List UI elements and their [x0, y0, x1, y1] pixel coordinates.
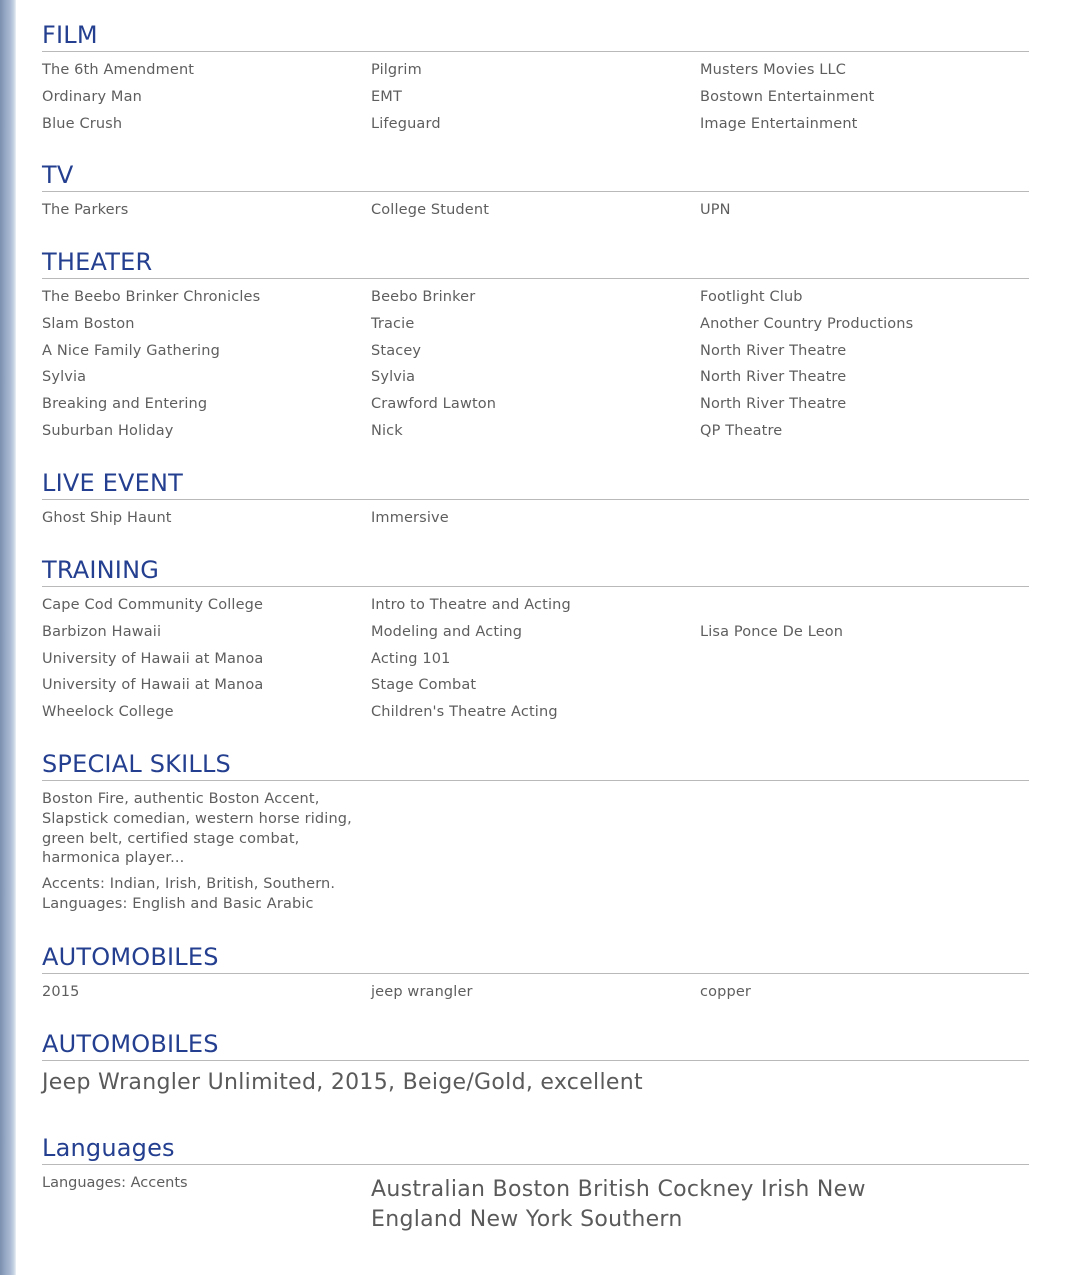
automobile-detail: Jeep Wrangler Unlimited, 2015, Beige/Gold, excellent — [42, 1070, 643, 1095]
role: Sylvia — [371, 369, 416, 386]
project-title: Breaking and Entering — [42, 396, 208, 413]
school: University of Hawaii at Manoa — [42, 677, 264, 694]
theater-credit-row — [42, 315, 1029, 342]
automobile-row — [42, 983, 1029, 1010]
section-title-film: FILM — [42, 21, 98, 49]
languages-label: Languages: Accents — [42, 1175, 188, 1191]
role: Stacey — [371, 342, 422, 359]
special-skills-body — [42, 790, 1029, 915]
company: UPN — [700, 202, 731, 218]
film-credit-row — [42, 115, 1029, 142]
role: Nick — [371, 422, 403, 439]
company: North River Theatre — [700, 342, 847, 359]
section-automobiles — [42, 942, 1029, 1010]
vehicle-color: copper — [700, 984, 752, 1000]
automobile-detail-body — [42, 1068, 1029, 1098]
section-divider — [42, 586, 1029, 587]
school: Wheelock College — [42, 704, 174, 721]
role: College Student — [371, 202, 490, 218]
project-title: Blue Crush — [42, 115, 123, 132]
theater-credit-row — [42, 368, 1029, 395]
tv-credit-row — [42, 201, 1029, 228]
role: Lifeguard — [371, 115, 441, 132]
training-row — [42, 650, 1029, 677]
school: Cape Cod Community College — [42, 597, 264, 613]
project-title: Ghost Ship Haunt — [42, 510, 172, 526]
languages-row — [42, 1174, 1029, 1235]
instructor — [700, 676, 1029, 703]
theater-credits-list — [42, 288, 1029, 449]
course: Children's Theatre Acting — [371, 704, 558, 721]
section-title-special-skills: SPECIAL SKILLS — [42, 750, 231, 778]
company — [700, 509, 1029, 536]
film-credit-row — [42, 88, 1029, 115]
training-row — [42, 703, 1029, 730]
section-title-automobiles: AUTOMOBILES — [42, 943, 219, 971]
vehicle-model: jeep wrangler — [371, 984, 473, 1000]
section-live-event — [42, 468, 1029, 536]
project-title: The 6th Amendment — [42, 62, 195, 78]
company: Another Country Productions — [700, 315, 914, 332]
role: Beebo Brinker — [371, 289, 476, 305]
skills-paragraph: Boston Fire, authentic Boston Accent, Slapstick comedian, western horse riding, green belt, certified stage combat, harmonica player... — [42, 791, 352, 867]
left-border-bar — [0, 0, 16, 1275]
vehicle-year: 2015 — [42, 984, 80, 1000]
role: Tracie — [371, 315, 415, 332]
company: QP Theatre — [700, 422, 783, 439]
instructor — [700, 596, 1029, 623]
company: North River Theatre — [700, 396, 847, 413]
live-event-list — [42, 509, 1029, 536]
company: Footlight Club — [700, 289, 803, 305]
live-event-row — [42, 509, 1029, 536]
section-divider — [42, 191, 1029, 192]
accents-languages-paragraph: Accents: Indian, Irish, British, Southern. Languages: English and Basic Arabic — [42, 876, 336, 912]
training-row — [42, 623, 1029, 650]
theater-credit-row — [42, 288, 1029, 315]
company: North River Theatre — [700, 369, 847, 386]
languages-values: Australian Boston British Cockney Irish New England New York Southern — [371, 1177, 866, 1232]
training-list — [42, 596, 1029, 730]
section-title-live-event: LIVE EVENT — [42, 469, 184, 497]
course: Modeling and Acting — [371, 623, 523, 640]
theater-credit-row — [42, 395, 1029, 422]
theater-credit-row — [42, 422, 1029, 449]
company: Image Entertainment — [700, 115, 858, 132]
role: Immersive — [371, 510, 449, 526]
instructor — [700, 650, 1029, 677]
section-divider — [42, 499, 1029, 500]
instructor: Lisa Ponce De Leon — [700, 623, 844, 640]
film-credit-row — [42, 61, 1029, 88]
instructor — [700, 703, 1029, 730]
section-tv — [42, 160, 1029, 228]
section-title-languages: Languages — [42, 1134, 175, 1162]
section-title-training: TRAINING — [42, 556, 160, 584]
role: Crawford Lawton — [371, 396, 497, 413]
school: University of Hawaii at Manoa — [42, 650, 264, 667]
project-title: Ordinary Man — [42, 88, 142, 105]
section-title-automobiles: AUTOMOBILES — [42, 1030, 219, 1058]
project-title: Suburban Holiday — [42, 422, 174, 439]
automobiles-list — [42, 983, 1029, 1010]
course: Stage Combat — [371, 677, 477, 694]
project-title: The Beebo Brinker Chronicles — [42, 289, 261, 305]
section-divider — [42, 51, 1029, 52]
section-automobiles-detail — [42, 1029, 1029, 1098]
section-divider — [42, 278, 1029, 279]
section-film — [42, 20, 1029, 141]
training-row — [42, 596, 1029, 623]
course: Acting 101 — [371, 650, 451, 667]
training-row — [42, 676, 1029, 703]
section-title-tv: TV — [42, 161, 74, 189]
section-divider — [42, 1060, 1029, 1061]
company: Musters Movies LLC — [700, 62, 847, 78]
section-training — [42, 555, 1029, 730]
section-special-skills — [42, 749, 1029, 915]
project-title: The Parkers — [42, 202, 129, 218]
company: Bostown Entertainment — [700, 88, 875, 105]
school: Barbizon Hawaii — [42, 623, 162, 640]
section-divider — [42, 1164, 1029, 1165]
project-title: A Nice Family Gathering — [42, 342, 220, 359]
project-title: Sylvia — [42, 369, 87, 386]
section-divider — [42, 780, 1029, 781]
project-title: Slam Boston — [42, 315, 135, 332]
section-title-theater: THEATER — [42, 248, 153, 276]
section-languages — [42, 1133, 1029, 1235]
section-divider — [42, 973, 1029, 974]
section-theater — [42, 247, 1029, 449]
theater-credit-row — [42, 342, 1029, 369]
role: EMT — [371, 88, 402, 105]
film-credits-list — [42, 61, 1029, 141]
course: Intro to Theatre and Acting — [371, 597, 571, 613]
role: Pilgrim — [371, 62, 422, 78]
tv-credits-list — [42, 201, 1029, 228]
